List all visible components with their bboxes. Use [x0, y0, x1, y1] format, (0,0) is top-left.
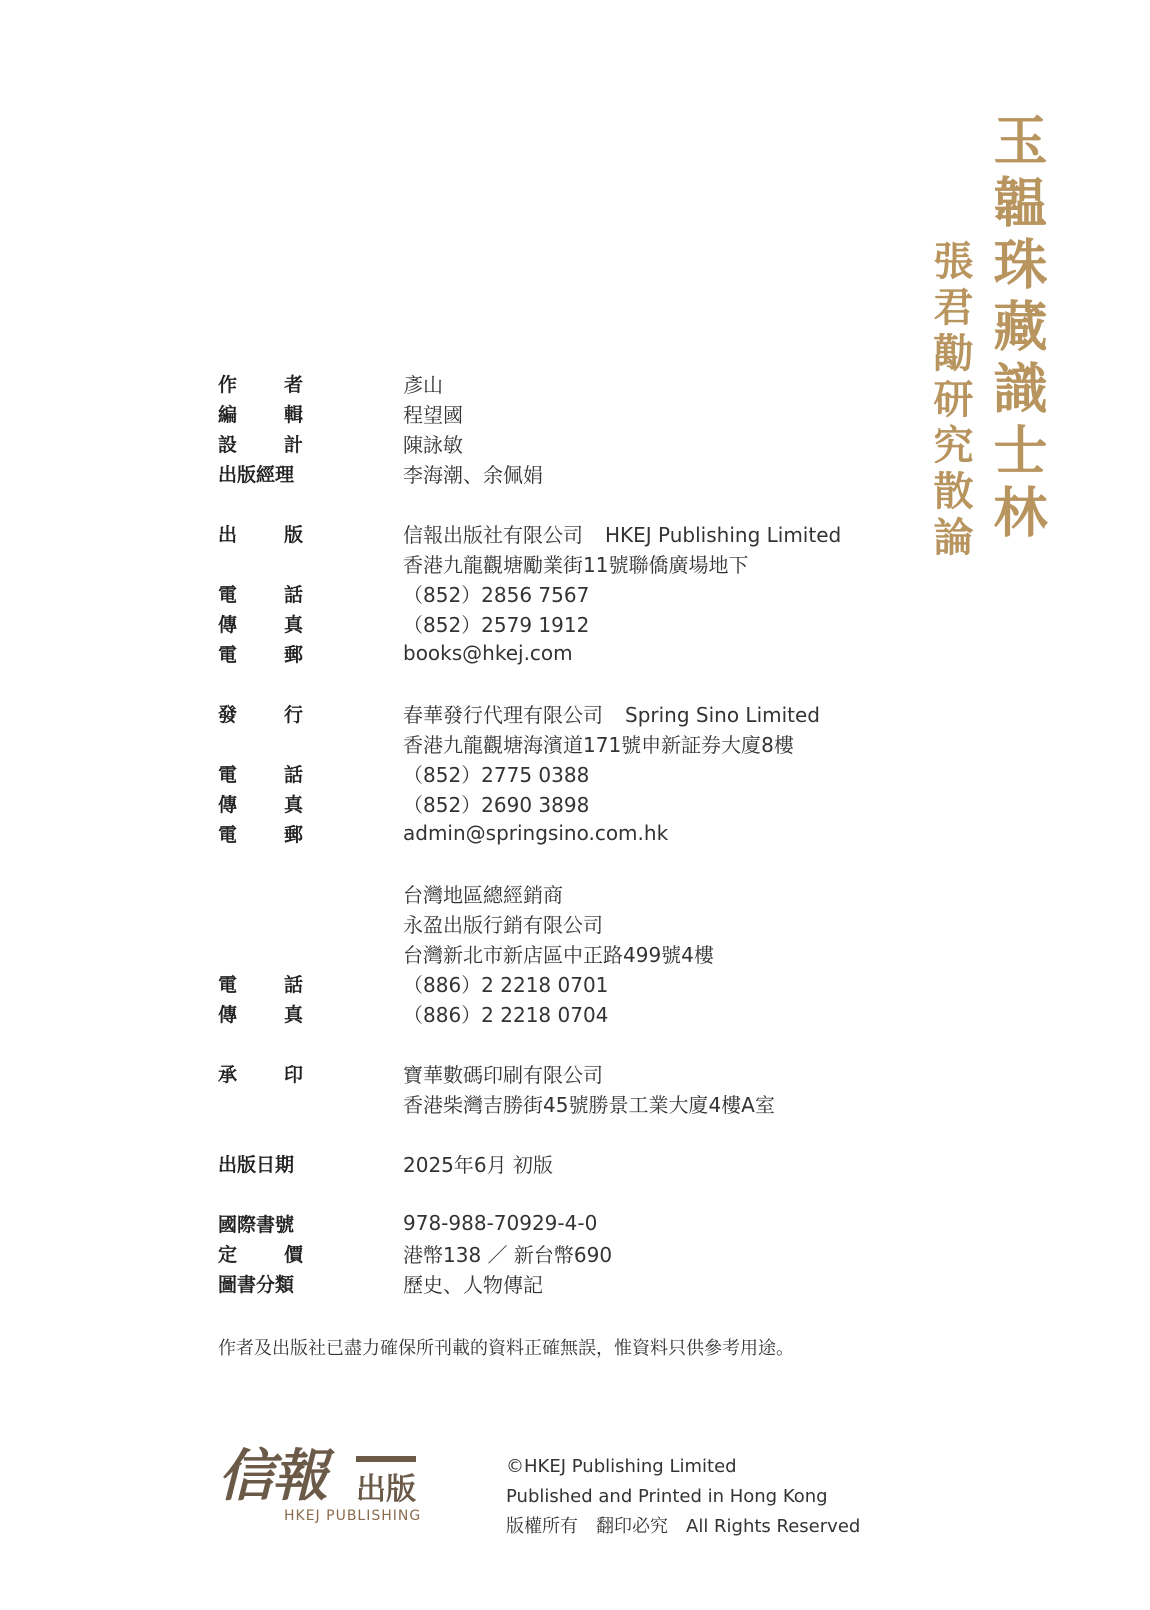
publisher-address: 香港九龍觀塘勵業街11號聯僑廣場地下	[403, 552, 749, 577]
label-manager: 出版經理	[218, 463, 295, 486]
row-taiwan-fax	[218, 998, 898, 1028]
row-publisher-address	[218, 548, 898, 578]
disclaimer: 作者及出版社已盡力確保所刊載的資料正確無誤，惟資料只供參考用途。	[218, 1338, 794, 1359]
label-tel: 電 話	[218, 763, 303, 786]
row-design	[218, 428, 898, 458]
logo-english: HKEJ PUBLISHING	[284, 1508, 422, 1524]
distributor-name-en: Spring Sino Limited	[625, 702, 820, 727]
row-distributor	[218, 698, 898, 728]
value-distributor	[403, 699, 820, 728]
row-price	[218, 1238, 898, 1268]
publisher-name-zh: 信報出版社有限公司	[403, 522, 583, 547]
credits-line-3	[506, 1512, 860, 1542]
logo-mark: 信報	[218, 1443, 326, 1509]
label-distributor: 發 行	[218, 703, 303, 726]
publisher-name-en: HKEJ Publishing Limited	[605, 522, 842, 547]
rights-en: All Rights Reserved	[686, 1516, 861, 1537]
distributor-address: 香港九龍觀塘海濱道171號申新証券大廈8樓	[403, 732, 794, 757]
taiwan-tel: （886）2 2218 0701	[403, 972, 609, 997]
row-printer-address	[218, 1088, 898, 1118]
value-date: 2025年6月 初版	[403, 1152, 553, 1177]
label-tel: 電 話	[218, 583, 303, 606]
label-printer: 承 印	[218, 1063, 303, 1086]
taiwan-address: 台灣新北市新店區中正路499號4樓	[403, 942, 714, 967]
row-distributor-fax	[218, 788, 898, 818]
row-taiwan-name	[218, 908, 898, 938]
printer-name: 寶華數碼印刷有限公司	[403, 1062, 603, 1087]
label-design: 設 計	[218, 433, 303, 456]
credits-line-2: Published and Printed in Hong Kong	[506, 1486, 828, 1507]
label-author: 作 者	[218, 373, 303, 396]
rights-zh-2: 翻印必究	[596, 1516, 668, 1537]
label-tel: 電 話	[218, 973, 303, 996]
row-publisher-email	[218, 638, 898, 668]
colophon	[218, 368, 898, 1298]
row-category	[218, 1268, 898, 1298]
logo-chuban: 出版	[356, 1456, 416, 1508]
row-publisher	[218, 518, 898, 548]
label-editor: 編 輯	[218, 403, 303, 426]
distributor-fax: （852）2690 3898	[403, 792, 590, 817]
credits-line-1: ©HKEJ Publishing Limited	[506, 1456, 737, 1477]
publisher-fax: （852）2579 1912	[403, 612, 590, 637]
row-publisher-tel	[218, 578, 898, 608]
taiwan-heading: 台灣地區總經銷商	[403, 882, 563, 907]
distributor-name-zh: 春華發行代理有限公司	[403, 702, 603, 727]
label-fax: 傳 真	[218, 613, 303, 636]
value-manager: 李海潮、余佩娟	[403, 462, 543, 487]
row-isbn	[218, 1208, 898, 1238]
label-fax: 傳 真	[218, 793, 303, 816]
value-isbn: 978-988-70929-4-0	[403, 1211, 598, 1235]
row-date	[218, 1148, 898, 1178]
book-title: 玉韞珠藏識士林	[985, 112, 1049, 546]
row-distributor-address	[218, 728, 898, 758]
label-publisher: 出 版	[218, 523, 303, 546]
row-distributor-email	[218, 818, 898, 848]
label-category: 圖書分類	[218, 1273, 295, 1296]
copyright-credits	[506, 1452, 860, 1542]
distributor-tel: （852）2775 0388	[403, 762, 590, 787]
distributor-email: admin@springsino.com.hk	[403, 821, 669, 845]
value-author: 彥山	[403, 372, 443, 397]
row-editor	[218, 398, 898, 428]
publisher-logo	[218, 1432, 448, 1527]
publisher-tel: （852）2856 7567	[403, 582, 590, 607]
row-distributor-tel	[218, 758, 898, 788]
label-email: 電 郵	[218, 643, 303, 666]
value-publisher	[403, 519, 841, 548]
row-taiwan-address	[218, 938, 898, 968]
taiwan-name: 永盈出版行銷有限公司	[403, 912, 603, 937]
label-fax: 傳 真	[218, 1003, 303, 1026]
value-editor: 程望國	[403, 402, 463, 427]
book-subtitle: 張君勱研究散論	[927, 240, 974, 562]
label-email: 電 郵	[218, 823, 303, 846]
value-price: 港幣138 ／ 新台幣690	[403, 1242, 613, 1267]
row-author	[218, 368, 898, 398]
value-category: 歷史、人物傳記	[403, 1272, 543, 1297]
label-isbn: 國際書號	[218, 1213, 295, 1236]
row-taiwan-tel	[218, 968, 898, 998]
publisher-email: books@hkej.com	[403, 641, 573, 665]
row-taiwan-heading	[218, 878, 898, 908]
row-manager	[218, 458, 898, 488]
row-publisher-fax	[218, 608, 898, 638]
label-date: 出版日期	[218, 1153, 295, 1176]
taiwan-fax: （886）2 2218 0704	[403, 1002, 609, 1027]
printer-address: 香港柴灣吉勝街45號勝景工業大廈4樓A室	[403, 1092, 775, 1117]
row-printer	[218, 1058, 898, 1088]
rights-zh-1: 版權所有	[506, 1516, 578, 1537]
value-design: 陳詠敏	[403, 432, 463, 457]
label-price: 定 價	[218, 1243, 303, 1266]
